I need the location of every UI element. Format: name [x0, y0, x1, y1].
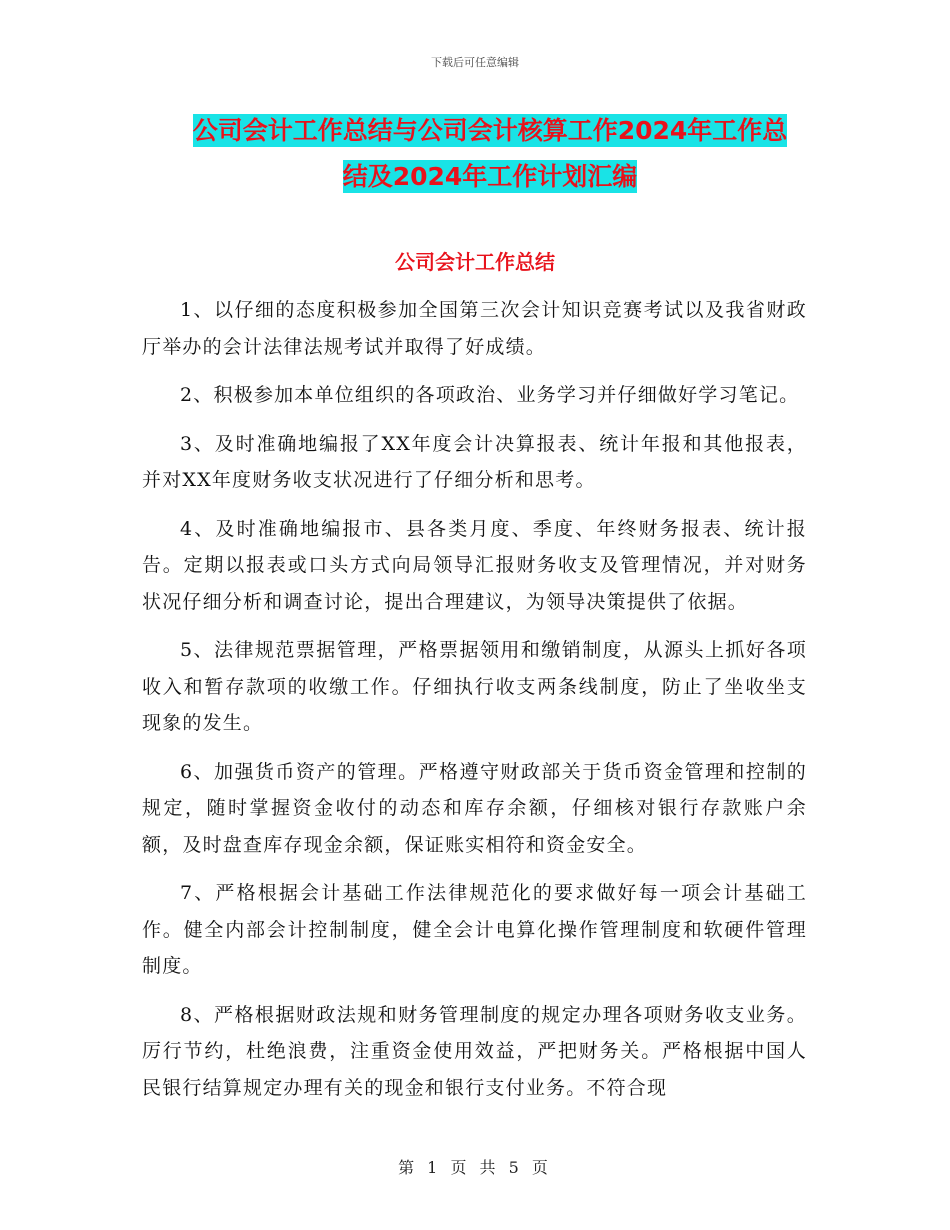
header-note: 下载后可任意编辑: [431, 56, 519, 69]
paragraph-4: 4、及时准确地编报市、县各类月度、季度、年终财务报表、统计报告。定期以报表或口头方式向局领导汇报财务收支及管理情况，并对财务状况仔细分析和调查讨论，提出合理建议，为领导决策提供了依据。: [142, 517, 807, 613]
document-title-line-2: 结及2024年工作计划汇编: [342, 162, 638, 191]
document-title-line-1: 公司会计工作总结与公司会计核算工作2024年工作总: [192, 116, 788, 145]
paragraph-2: 2、积极参加本单位组织的各项政治、业务学习并仔细做好学习笔记。: [180, 384, 800, 406]
page-footer: 第 1 页 共 5 页: [398, 1158, 552, 1177]
paragraph-6: 6、加强货币资产的管理。严格遵守财政部关于货币资金管理和控制的规定，随时掌握资金收付的动态和库存余额，仔细核对银行存款账户余额，及时盘查库存现金余额，保证账实相符和资金安全。: [142, 760, 807, 856]
paragraph-7: 7、严格根据会计基础工作法律规范化的要求做好每一项会计基础工作。健全内部会计控制制度，健全会计电算化操作管理制度和软硬件管理制度。: [142, 882, 807, 977]
paragraph-3: 3、及时准确地编报了XX年度会计决算报表、统计年报和其他报表，并对XX年度财务收支状况进行了仔细分析和思考。: [142, 432, 807, 491]
section-title: 公司会计工作总结: [395, 250, 555, 274]
document-body: [142, 292, 807, 1118]
document-title: [140, 108, 840, 200]
paragraph-8: 8、严格根据财政法规和财务管理制度的规定办理各项财务收支业务。厉行节约，杜绝浪费，注重资金使用效益，严把财务关。严格根据中国人民银行结算规定办理有关的现金和银行支付业务。不符合现: [142, 1003, 807, 1099]
paragraph-5: 5、法律规范票据管理，严格票据领用和缴销制度，从源头上抓好各项收入和暂存款项的收缴工作。仔细执行收支两条线制度，防止了坐收坐支现象的发生。: [142, 639, 807, 734]
paragraph-1: 1、以仔细的态度积极参加全国第三次会计知识竞赛考试以及我省财政厅举办的会计法律法规考试并取得了好成绩。: [142, 299, 807, 358]
